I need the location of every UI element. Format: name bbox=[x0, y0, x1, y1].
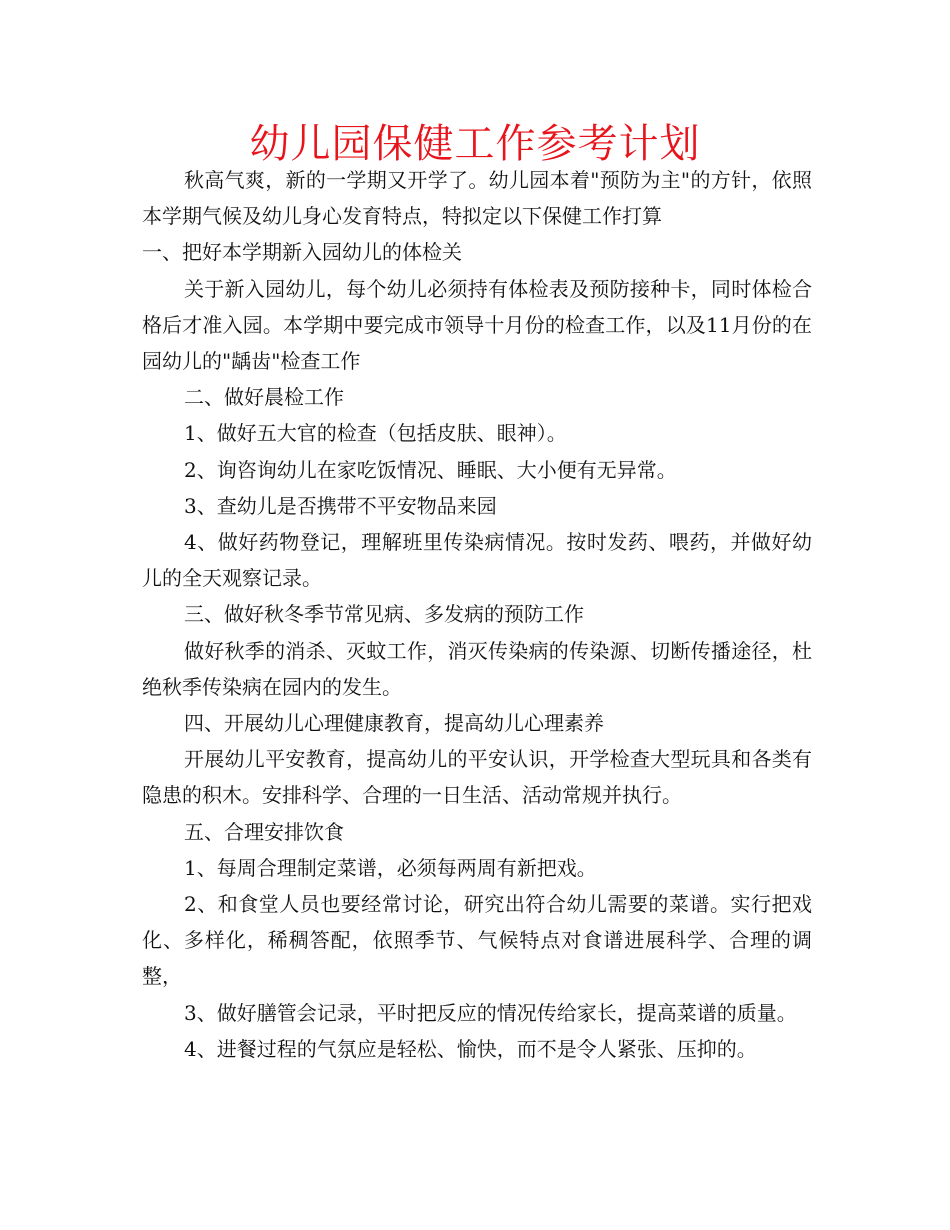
document-title: 幼儿园保健工作参考计划 bbox=[249, 121, 701, 167]
paragraph-safety-education: 开展幼儿平安教育，提高幼儿的平安认识，开学检查大型玩具和各类有隐患的积木。安排科学、合理的一日生活、活动常规并执行。 bbox=[142, 747, 812, 808]
list-item-morning-check-1: 1、做好五大官的检查（包括皮肤、眼神）。 bbox=[184, 421, 567, 446]
paragraph-new-enrollment: 关于新入园幼儿，每个幼儿必须持有体检表及预防接种卡，同时体检合格后才准入园。本学期中要完成市领导十月份的检查工作，以及11月份的在园幼儿的"龋齿"检查工作 bbox=[142, 276, 812, 374]
heading-section-3: 三、做好秋冬季节常见病、多发病的预防工作 bbox=[184, 602, 584, 627]
list-item-diet-4: 4、进餐过程的气氛应是轻松、愉快，而不是令人紧张、压抑的。 bbox=[184, 1036, 757, 1061]
list-item-diet-2: 2、和食堂人员也要经常讨论，研究出符合幼儿需要的菜谱。实行把戏化、多样化，稀稠答配，依照季节、气候特点对食谱进展科学、合理的调整， bbox=[142, 892, 812, 989]
heading-section-1: 一、把好本学期新入园幼儿的体检关 bbox=[142, 240, 462, 265]
list-item-morning-check-3: 3、查幼儿是否携带不平安物品来园 bbox=[184, 493, 497, 518]
list-item-morning-check-2: 2、询咨询幼儿在家吃饭情况、睡眠、大小便有无异常。 bbox=[184, 457, 677, 482]
document-body bbox=[142, 162, 812, 1067]
list-item-diet-1: 1、每周合理制定菜谱，必须每两周有新把戏。 bbox=[184, 855, 597, 880]
paragraph-intro: 秋高气爽，新的一学期又开学了。幼儿园本着"预防为主"的方针，依照本学期气候及幼儿身心发育特点，特拟定以下保健工作打算 bbox=[142, 168, 812, 229]
heading-section-5: 五、合理安排饮食 bbox=[184, 819, 344, 844]
list-item-morning-check-4: 4、做好药物登记，理解班里传染病情况。按时发药、喂药，并做好幼儿的全天观察记录。 bbox=[142, 530, 812, 591]
heading-section-4: 四、开展幼儿心理健康教育，提高幼儿心理素养 bbox=[184, 711, 604, 736]
heading-section-2: 二、做好晨检工作 bbox=[184, 385, 344, 410]
list-item-diet-3: 3、做好膳管会记录，平时把反应的情况传给家长，提高菜谱的质量。 bbox=[184, 1000, 797, 1025]
paragraph-disease-prevention: 做好秋季的消杀、灭蚊工作，消灭传染病的传染源、切断传播途径，杜绝秋季传染病在园内的发生。 bbox=[142, 638, 812, 699]
